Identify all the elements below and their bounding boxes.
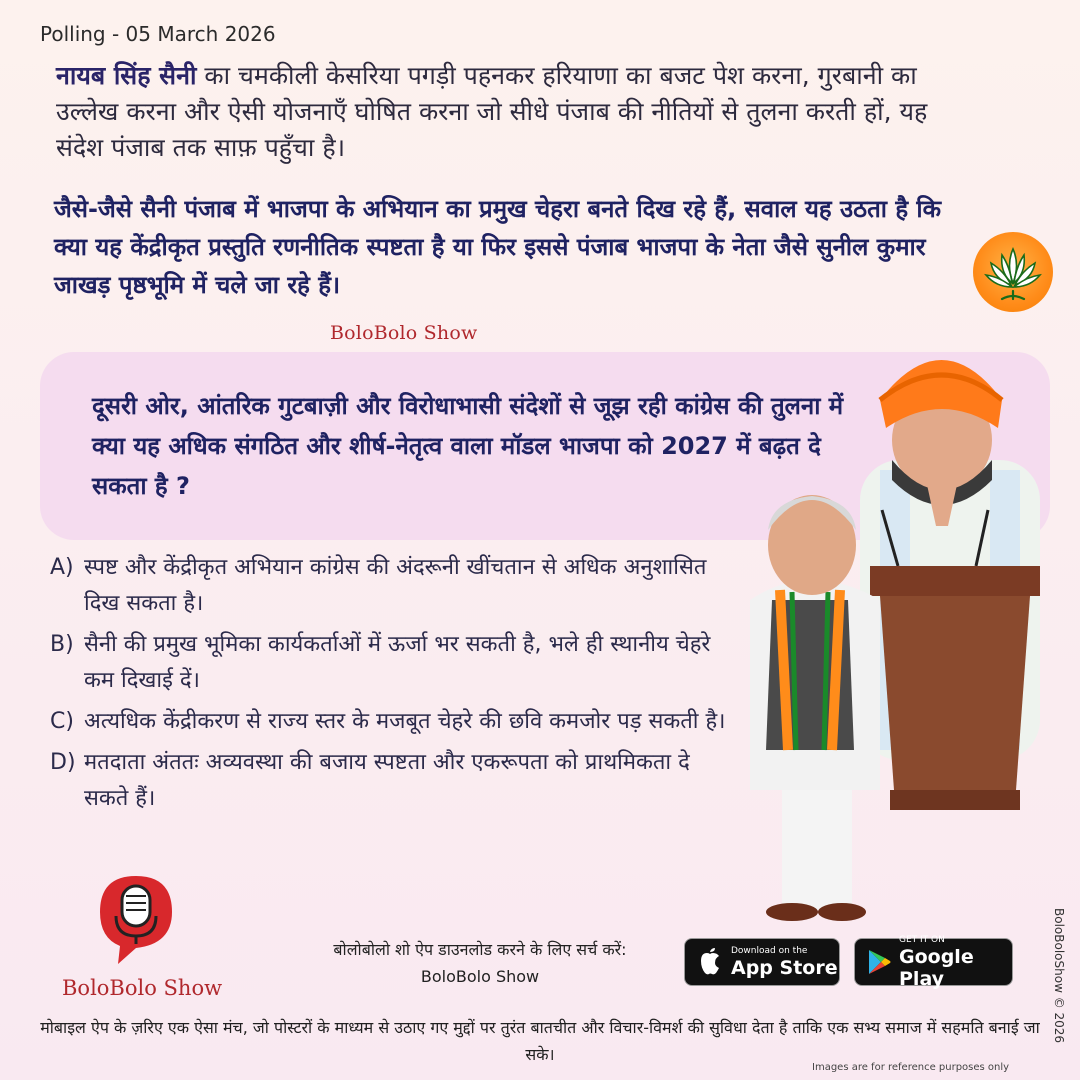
lotus-icon xyxy=(973,232,1053,312)
option-letter: B) xyxy=(50,632,74,657)
microphone-icon xyxy=(96,872,176,968)
poll-question: दूसरी ओर, आंतरिक गुटबाज़ी और विरोधाभासी संदेशों से जूझ रही कांग्रेस की तुलना में क्या यह अधिक संगठित और शीर्ष-नेतृत्व वाला मॉडल भाजपा को 2027 में बढ़त दे सकता है ? xyxy=(92,392,844,500)
intro-paragraph xyxy=(56,58,956,166)
watermark-text: BoloBolo Show xyxy=(330,322,478,344)
play-store-icon xyxy=(867,948,891,976)
poll-option-b[interactable] xyxy=(50,627,730,699)
app-store-button[interactable] xyxy=(684,938,840,986)
option-text: मतदाता अंततः अव्यवस्था की बजाय स्पष्टता और एकरूपता को प्राथमिकता दे सकते हैं। xyxy=(84,750,690,811)
option-letter: C) xyxy=(50,709,74,734)
download-line-1: बोलोबोलो शो ऐप डाउनलोड करने के लिए सर्च करें: xyxy=(333,940,627,959)
download-line-2: BoloBolo Show xyxy=(420,967,540,986)
brand-logo-text: BoloBolo Show xyxy=(62,976,223,1000)
app-store-caption: Download on the xyxy=(731,945,808,956)
poll-option-a[interactable] xyxy=(50,550,730,622)
side-copyright-text: BoloBoloShow © 2026 xyxy=(1052,908,1066,1044)
option-letter: A) xyxy=(50,555,74,580)
leaders-illustration xyxy=(730,330,1060,930)
option-text: अत्यधिक केंद्रीकरण से राज्य स्तर के मजबूत चेहरे की छवि कमजोर पड़ सकती है। xyxy=(84,709,726,734)
poll-option-d[interactable] xyxy=(50,745,730,817)
google-play-label: Google Play xyxy=(899,945,974,990)
google-play-caption: GET IT ON xyxy=(899,934,945,945)
app-store-label: App Store xyxy=(731,956,838,979)
apple-icon xyxy=(697,948,723,976)
google-play-button[interactable] xyxy=(854,934,1013,990)
option-text: सैनी की प्रमुख भूमिका कार्यकर्ताओं में ऊर्जा भर सकती है, भले ही स्थानीय चेहरे कम दिखाई दें। xyxy=(84,632,711,693)
option-letter: D) xyxy=(50,750,76,775)
image-disclaimer: Images are for reference purposes only xyxy=(812,1062,1010,1073)
poll-option-c[interactable] xyxy=(50,704,730,740)
highlight-paragraph: जैसे-जैसे सैनी पंजाब में भाजपा के अभियान का प्रमुख चेहरा बनते दिख रहे हैं, सवाल यह उठता है कि क्या यह केंद्रीकृत प्रस्तुति रणनीतिक स्पष्टता है या फिर इससे पंजाब भाजपा के नेता जैसे सुनील कुमार जाखड़ पृष्ठभूमि में चले जा रहे हैं। xyxy=(54,195,942,299)
side-copyright xyxy=(1048,908,1066,1048)
poll-date: Polling - 05 March 2026 xyxy=(40,22,276,46)
download-instructions xyxy=(300,936,660,990)
leader-name: नायब सिंह सैनी xyxy=(56,61,197,90)
app-description: मोबाइल ऐप के ज़रिए एक ऐसा मंच, जो पोस्टरों के माध्यम से उठाए गए मुद्दों पर तुरंत बातचीत और विचार-विमर्श की सुविधा देता है ताकि एक सभ्य समाज में सहमति बनाई जा सके। xyxy=(40,1018,1040,1064)
option-text: स्पष्ट और केंद्रीकृत अभियान कांग्रेस की अंदरूनी खींचतान से अधिक अनुशासित दिख सकता है। xyxy=(84,555,707,616)
poll-options xyxy=(50,550,730,822)
intro-text: का चमकीली केसरिया पगड़ी पहनकर हरियाणा का बजट पेश करना, गुरबानी का उल्लेख करना और ऐसी योजनाएँ घोषित करना जो सीधे पंजाब की नीतियों से तुलना करती हों, यह संदेश पंजाब तक साफ़ पहुँचा है। xyxy=(56,61,928,162)
